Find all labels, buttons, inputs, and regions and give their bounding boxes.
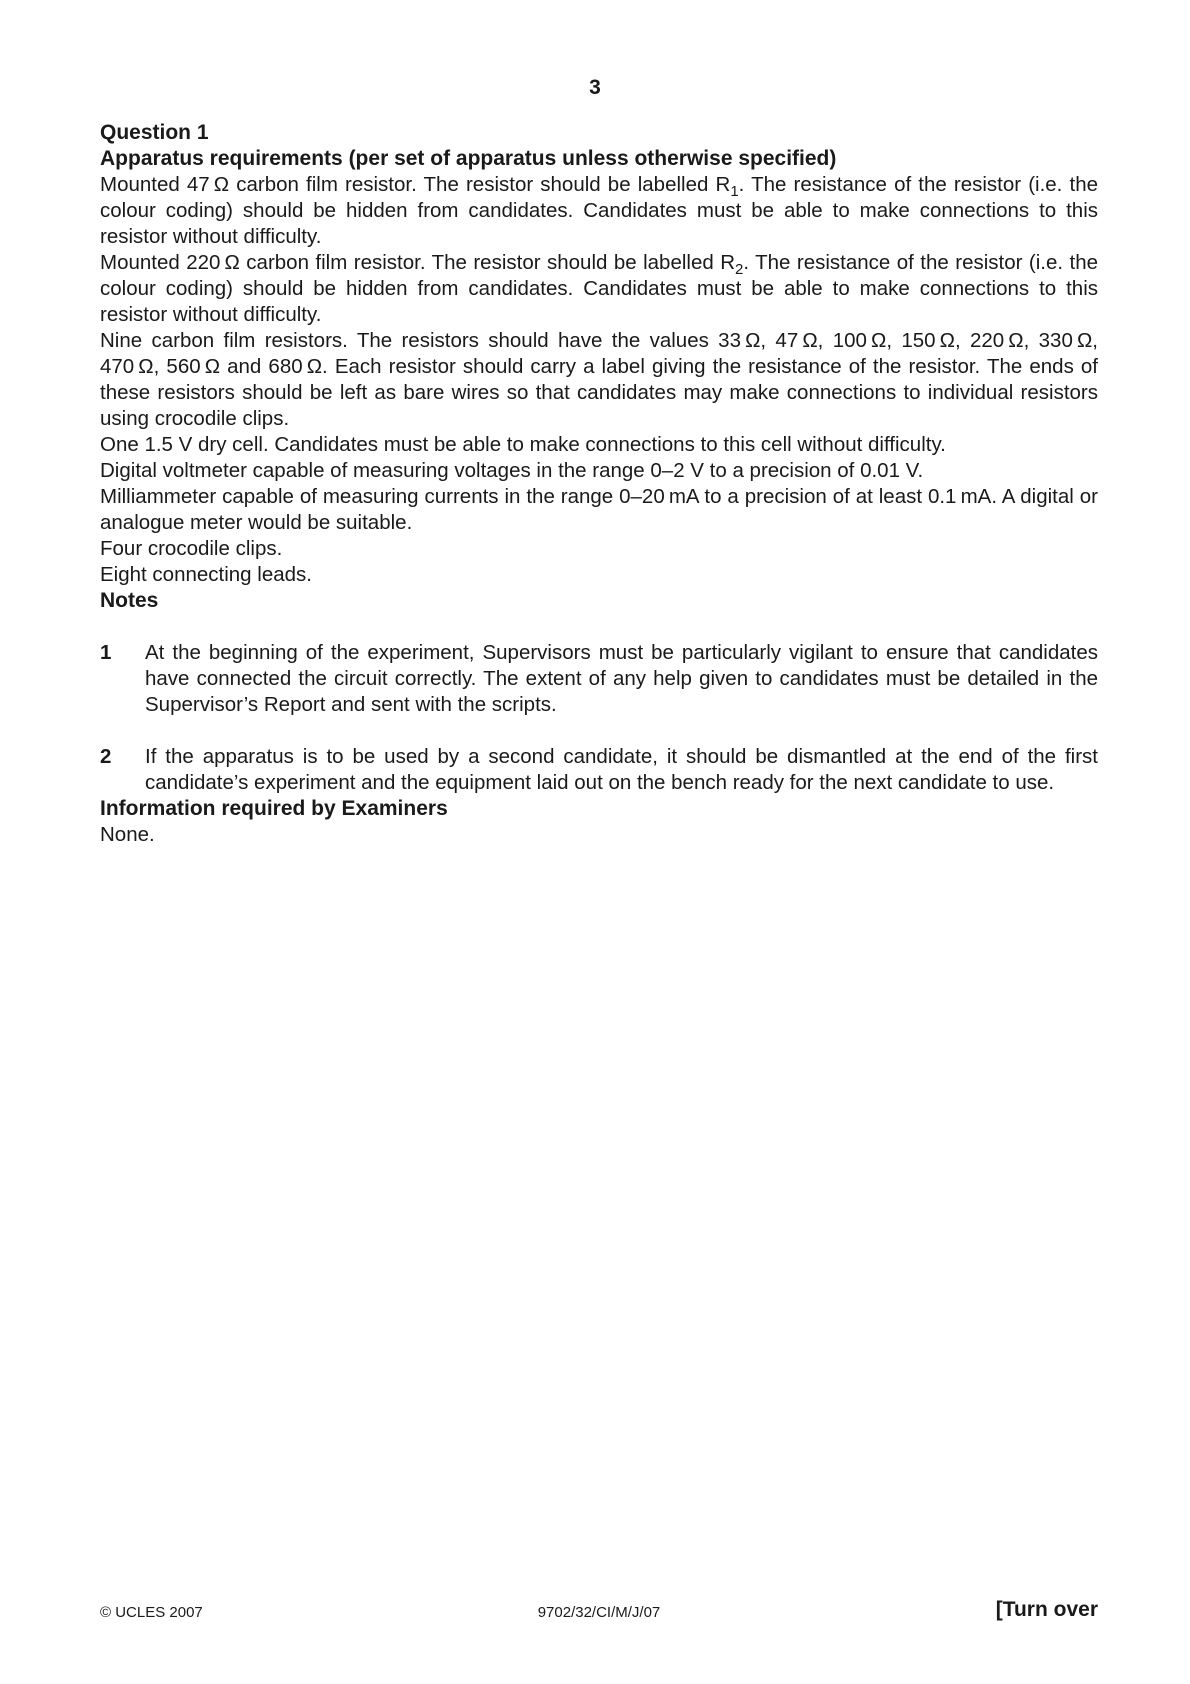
turn-over-label: [Turn over [995,1598,1098,1621]
item-crocodile-clips: Four crocodile clips. [100,537,283,560]
note-text: If the apparatus is to be used by a second candidate, it should be dismantled at the end of the first candidate’s experiment and the equipment laid out on the bench ready for the next candidate to use. [145,745,1098,794]
r2-text-after: . The resistance of the resistor (i.e. the colour coding) should be hidden from candidates. Candidates must be able to make connections to this resistor without difficulty. [100,251,1099,326]
r1-text-after: . The resistance of the resistor (i.e. the colour coding) should be hidden from candidates. Candidates must be able to make connections to this resistor without difficulty. [100,173,1098,248]
r1-subscript: 1 [730,183,739,200]
note-number: 2 [100,745,112,768]
item-resistor-r1 [100,172,1098,250]
copyright-notice: © UCLES 2007 [100,1604,203,1621]
note-item [100,640,1098,718]
item-nine-resistors: Nine carbon film resistors. The resistors should have the values 33 Ω, 47 Ω, 100 Ω, 150 Ω, 220 Ω, 330 Ω, 470 Ω, 560 Ω and 680 Ω. Each resistor should carry a label giving the resistance of the resistor. The ends of these resistors should be left as bare wires so that candidates may make connections to individual resistors using crocodile clips. [100,329,1098,430]
note-number: 1 [100,641,112,664]
note-text: At the beginning of the experiment, Supervisors must be particularly vigilant to ensure that candidates have connected the circuit correctly. The extent of any help given to candidates must be detailed in the Supervisor’s Report and sent with the scripts. [145,641,1098,716]
apparatus-heading: Apparatus requirements (per set of apparatus unless otherwise specified) [100,147,837,170]
document-code: 9702/32/CI/M/J/07 [537,1604,661,1621]
question-title: Question 1 [100,121,209,144]
page-footer [100,1598,1098,1628]
r2-subscript: 2 [735,261,744,278]
item-voltmeter: Digital voltmeter capable of measuring voltages in the range 0–2 V to a precision of 0.01 V. [100,459,924,482]
info-heading: Information required by Examiners [100,797,448,820]
item-dry-cell: One 1.5 V dry cell. Candidates must be able to make connections to this cell without difficulty. [100,433,946,456]
document-body [100,120,1098,848]
r1-text-before: Mounted 47 Ω carbon film resistor. The resistor should be labelled R [100,173,731,196]
info-text: None. [100,823,155,846]
item-connecting-leads: Eight connecting leads. [100,563,312,586]
r2-text-before: Mounted 220 Ω carbon film resistor. The resistor should be labelled R [100,251,736,274]
item-resistor-r2 [100,250,1098,328]
page-number: 3 [589,76,601,99]
item-milliammeter: Milliammeter capable of measuring currents in the range 0–20 mA to a precision of at least 0.1 mA. A digital or analogue meter would be suitable. [100,485,1098,534]
notes-heading: Notes [100,589,159,612]
note-item [100,744,1098,796]
